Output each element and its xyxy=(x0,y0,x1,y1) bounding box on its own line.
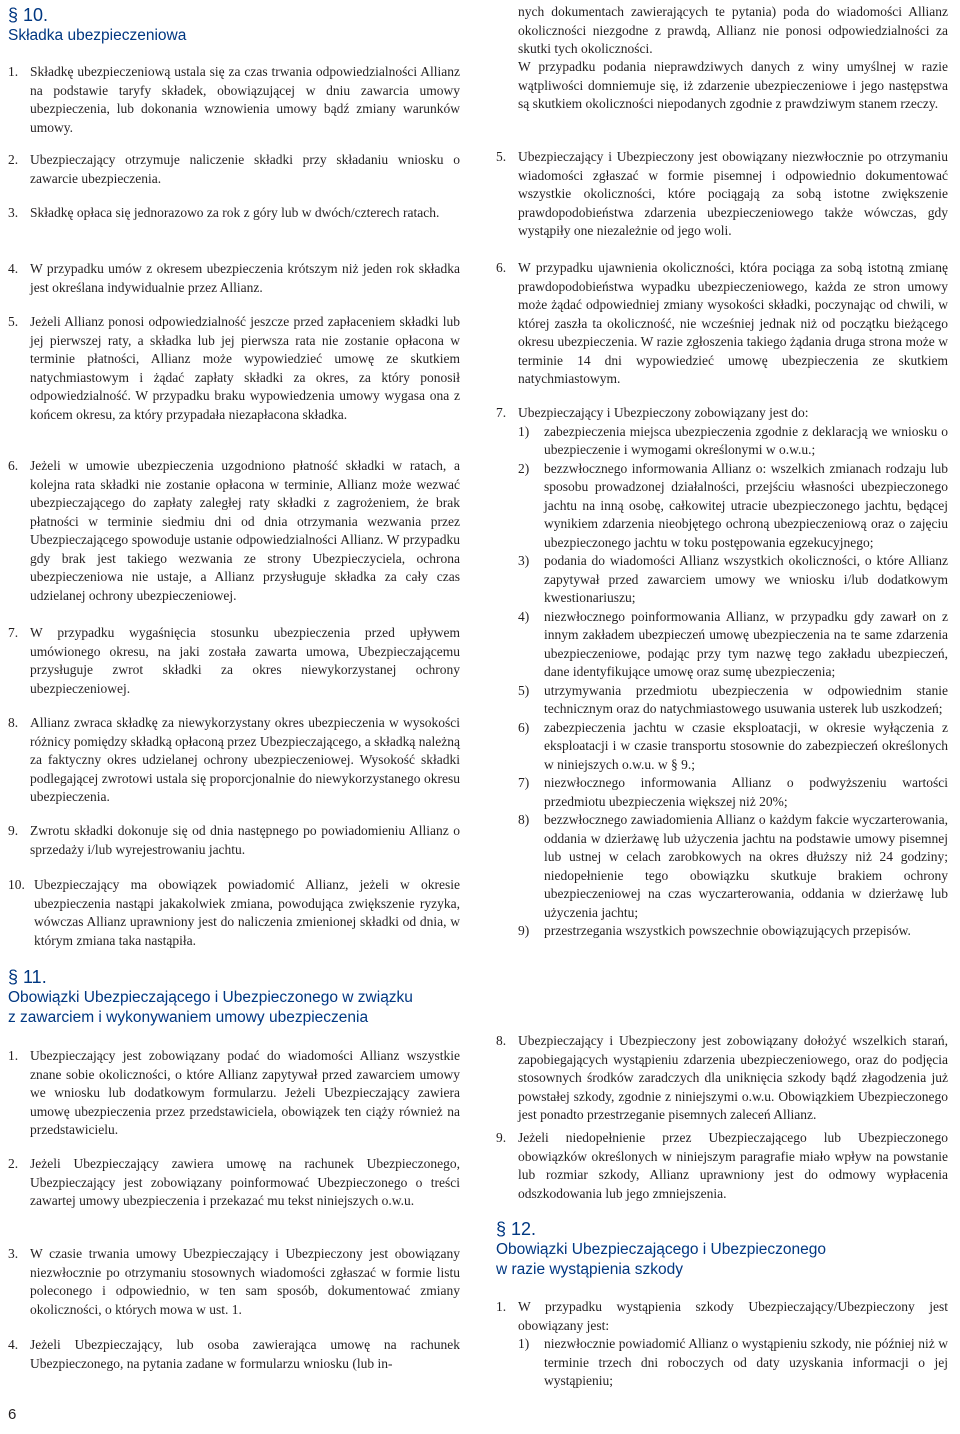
item-text: Jeżeli Ubezpieczający zawiera umowę na rachunek Ubezpieczonego, Ubezpieczający jest zobowiązany poinformować Ubezpieczonego o treści zawartej umowy ubezpieczenia i przekazać mu tekst niniejszych o.w.u. xyxy=(30,1156,460,1208)
section-12-title-line-2: w razie wystąpienia szkody xyxy=(496,1261,683,1278)
item-text: Ubezpieczający i Ubezpieczony jest zobowiązany dołożyć wszelkich starań, zapobiegających wystąpieniu zdarzenia ubezpieczeniowego, oraz do podjęcia stosownych środków zaradczych dla uniknięcia szkody bądź złagodzenia już powstałej szkody, zgodnie z niniejszymi o.w.u. Obowiązkiem Ubezpieczonego jest ponadto przestrzeganie pisemnych zaleceń Allianz. xyxy=(518,1033,948,1122)
item-text: W przypadku wygaśnięcia stosunku ubezpieczenia przed upływem umówionego okresu, na jaki została zawarta umowa, Ubezpieczającemu przysługuje zwrot składki za okres niewykorzystanej ochrony ubezpieczeniowej. xyxy=(30,625,460,696)
r-item-6 xyxy=(496,259,948,389)
item-number: 9. xyxy=(8,823,19,838)
item-number: 7. xyxy=(496,405,507,420)
item-text: Jeżeli Allianz ponosi odpowiedzialność jeszcze przed zapłaceniem składki lub jej pierwszej raty, a składka lub jej pierwsza rata nie zostanie opłacona w terminie płatności, Allianz może wypowiedzieć umowę ze skutkiem natychmiastowym i żądać zapłaty składki za okres, za który ponosił odpowiedzialność. W przypadku braku wypowiedzenia umowy wygasa ona z końcem okresu, za który przypadała niezapłacona składka. xyxy=(30,314,460,422)
r-item-7-sub-5 xyxy=(518,682,948,719)
s12-item-1-lead xyxy=(496,1298,948,1335)
item-text: Ubezpieczający jest zobowiązany podać do wiadomości Allianz wszystkie znane sobie okoliczności, o które Allianz zapytywał przed zawarciem umowy we wniosku lub dodatkowym formularzu. Jeżeli Ubezpieczający zawiera umowę ubezpieczenia przez przedstawiciela, obowiązek ten ciąży również na przedstawicielu. xyxy=(30,1048,460,1137)
subitem-text: zabezpieczenia jachtu w czasie eksploatacji, w okresie wyłączenia z eksploatacji i w czasie transportu stosownie do zabezpieczeń określonych w niniejszych o.w.u. w § 9.; xyxy=(544,719,948,772)
s12-item-1 xyxy=(496,1298,948,1391)
section-12-title-line-1: Obowiązki Ubezpieczającego i Ubezpieczonego xyxy=(496,1241,826,1258)
r-item-7-subitems xyxy=(496,423,948,941)
item-number: 10. xyxy=(8,877,25,892)
r-item-7-sub-6 xyxy=(518,719,948,775)
subitem-text: bezzwłocznego zawiadomienia Allianz o każdym fakcie wyczarterowania, oddania w dzierżawę lub użyczenia jachtu na podstawie umowy pisemnej lub ustnej w celach zarobkowych na okres dłuższy niż 24 godziny; niedopełnienie tego obowiązku skutkuje brakiem ochrony ubezpieczeniowej na czas wyczarterowania, oddania w dzierżawę lub użyczenia jachtu; xyxy=(544,812,948,920)
continuation-paragraph-2: W przypadku podania nieprawdziwych danych z winy umyślnej w razie wątpliwości domniemuje się, iż zdarzenie ubezpieczeniowe i jego następstwa są skutkiem okoliczności niepodanych zgodnie z prawdziwym stanem rzeczy. xyxy=(518,59,948,111)
s10-item-8 xyxy=(8,714,460,807)
item-number: 6. xyxy=(8,458,19,473)
subitem-number: 9) xyxy=(518,923,530,938)
item-text: Składkę opłaca się jednorazowo za rok z góry lub w dwóch/czterech ratach. xyxy=(30,205,440,220)
subitem-text: utrzymywania przedmiotu ubezpieczenia w odpowiednim stanie technicznym oraz do natychmiastowego usuwania usterek lub uszkodzeń; xyxy=(544,682,948,716)
r-item-7-sub-9 xyxy=(518,922,948,941)
r-item-5 xyxy=(496,148,948,241)
section-11-title-line-1: Obowiązki Ubezpieczającego i Ubezpieczonego w związku xyxy=(8,989,413,1006)
subitem-text: niezwłocznego poinformowania Allianz, w przypadku gdy zawarł on z innym zakładem ubezpieczeń umowę ubezpieczenia na te same zdarzenia ubezpieczeniowe, podając przy tym nazwę tego zakładu ubezpieczeń, dane identyfikujące umowę oraz sumę ubezpieczenia; xyxy=(544,608,948,679)
subitem-number: 2) xyxy=(518,460,530,476)
item-number: 8. xyxy=(8,715,19,730)
s10-item-1 xyxy=(8,63,460,137)
item-text: Ubezpieczający otrzymuje naliczenie składki przy składaniu wniosku o zawarcie ubezpieczenia. xyxy=(30,152,460,186)
s12-item-1-sub-1 xyxy=(518,1335,948,1391)
s11-item-2 xyxy=(8,1155,460,1211)
s10-item-9 xyxy=(8,822,460,859)
item-number: 3. xyxy=(8,1246,19,1261)
subitem-text: przestrzegania wszystkich powszechnie obowiązujących przepisów. xyxy=(544,923,911,938)
r-item-7-sub-7 xyxy=(518,774,948,811)
item-number: 4. xyxy=(8,261,19,276)
item-number: 1. xyxy=(8,64,19,79)
r-item-9 xyxy=(496,1129,948,1203)
subitem-text: zabezpieczenia miejsca ubezpieczenia zgodnie z deklaracją we wniosku o ubezpieczenie i wymogami określonymi w o.w.u.; xyxy=(544,423,948,457)
subitem-number: 3) xyxy=(518,553,530,568)
item-text: Jeżeli niedopełnienie przez Ubezpieczającego lub Ubezpieczonego obowiązków określonych w niniejszym paragrafie miało wpływ na powstanie lub rozmiar szkody, Allianz uprawniony jest do odmowy wypłacenia odszkodowania lub jego zmniejszenia. xyxy=(518,1130,948,1201)
s12-item-1-subitems xyxy=(496,1335,948,1391)
subitem-number: 8) xyxy=(518,812,530,827)
s11-item-3 xyxy=(8,1245,460,1319)
item-number: 3. xyxy=(8,205,19,220)
continuation-paragraph-1: nych dokumentach zawierających te pytania) poda do wiadomości Allianz okoliczności niezgodne z prawdą, Allianz nie ponosi odpowiedzialności za skutki tych okoliczności. xyxy=(518,4,948,56)
s11-item-1 xyxy=(8,1047,460,1140)
item-number: 8. xyxy=(496,1033,507,1048)
item-text: Allianz zwraca składkę za niewykorzystany okres ubezpieczenia w wysokości różnicy pomiędzy składką opłaconą przez Ubezpieczającego, a składką należną za faktyczny okres udzielanej ochrony ubezpieczeniowej. Wysokość składki podlegającej zwrotowi ustala się proporcjonalnie do niewykorzystanego okresu ubezpieczenia. xyxy=(30,715,460,804)
subitem-text: niezwłocznie powiadomić Allianz o wystąpieniu szkody, nie później niż w terminie trzech dni roboczych od daty uzyskania informacji o jej wystąpieniu; xyxy=(544,1336,948,1388)
section-11-heading xyxy=(8,966,460,1028)
r-item-7-lead xyxy=(496,404,948,423)
item-number: 6. xyxy=(496,260,507,275)
item-number: 7. xyxy=(8,625,19,640)
item-text: Zwrotu składki dokonuje się od dnia następnego po powiadomieniu Allianz o sprzedaży i/lub wyrejestrowaniu jachtu. xyxy=(30,823,460,857)
item-text: Ubezpieczający i Ubezpieczony jest obowiązany niezwłocznie po otrzymaniu wiadomości zgłaszać w formie pisemnej i odpowiednio dokumentować wszystkie okoliczności, które pociągają za sobą istotne zwiększenie prawdopodobieństwa zdarzenia ubezpieczeniowego także wówczas, gdy wystąpiły one niezależnie od jego woli. xyxy=(518,149,948,238)
subitem-text: niezwłocznego informowania Allianz o podwyższeniu wartości przedmiotu ubezpieczenia większej niż 20%; xyxy=(544,775,948,809)
r-item-8 xyxy=(496,1032,948,1125)
item-text: W przypadku ujawnienia okoliczności, która pociąga za sobą istotną zmianę prawdopodobieństwa wypadku ubezpieczeniowego, każda ze stron umowy może żądać odpowiedniej zmiany wysokości składki, poczynając od chwili, w której zaszła ta okoliczność, nie wcześniej jednak niż od początku bieżącego okresu ubezpieczenia. W razie zgłoszenia takiego żądania druga strona może w terminie 14 dni wypowiedzieć umowę ubezpieczenia ze skutkiem natychmiastowym. xyxy=(518,260,948,386)
item-number: 9. xyxy=(496,1130,507,1145)
item-number: 1. xyxy=(496,1299,507,1314)
s10-item-6 xyxy=(8,457,460,605)
r-item-7-sub-8 xyxy=(518,811,948,922)
subitem-number: 7) xyxy=(518,775,530,790)
section-11-sign: § 11. xyxy=(8,967,47,987)
item-number: 4. xyxy=(8,1337,19,1352)
item-text: Ubezpieczający i Ubezpieczony zobowiązany jest do: xyxy=(518,405,809,420)
section-10-heading xyxy=(8,4,186,46)
s10-item-2 xyxy=(8,151,460,188)
item-text: Składkę ubezpieczeniową ustala się za czas trwania odpowiedzialności Allianz na podstawie taryfy składek, obowiązującej w dniu zawarcia umowy ubezpieczenia, lub dokonania wznowienia umowy bądź zmiany warunków umowy. xyxy=(30,64,460,135)
item-number: 5. xyxy=(496,149,507,164)
subitem-text: bezzwłocznego informowania Allianz o: wszelkich zmianach rodzaju lub sposobu prowadzonej działalności, przejściu własności ubezpieczonego jachtu na inną osobę, całkowitej utracie ubezpieczonego jachtu, będącej wynikiem zdarzenia nieobjętego ochroną ubezpieczeniową oraz o zajęciu ubezpieczonego jachtu w toku postępowania egzekucyjnego; xyxy=(544,460,948,550)
section-12-sign: § 12. xyxy=(496,1219,537,1239)
r-item-7-sub-2 xyxy=(518,460,948,553)
item-text: W czasie trwania umowy Ubezpieczający i Ubezpieczony jest obowiązany niezwłocznie po otrzymaniu stosownych wiadomości zgłaszać w formie listu poleconego i odpowiednio, w ten sam sposób, dokumentować zmiany okoliczności, o których mowa w ust. 1. xyxy=(30,1246,460,1317)
page-number: 6 xyxy=(8,1406,17,1423)
item-number: 2. xyxy=(8,152,19,167)
s10-item-10 xyxy=(8,876,460,950)
item-text: Ubezpieczający ma obowiązek powiadomić Allianz, jeżeli w okresie ubezpieczenia nastąpi jakakolwiek zmiana, powodująca zwiększenie ryzyka, wówczas Allianz uprawniony jest do naliczenia zmienionej składki od dnia, w którym zmiana taka nastąpiła. xyxy=(34,877,460,948)
item-text: W przypadku wystąpienia szkody Ubezpieczający/Ubezpieczony jest obowiązany jest: xyxy=(518,1299,948,1333)
s11-item-4 xyxy=(8,1336,460,1373)
r-item-7-sub-4 xyxy=(518,608,948,682)
r-item-7 xyxy=(496,404,948,941)
section-12-heading xyxy=(496,1218,948,1280)
subitem-text: podania do wiadomości Allianz wszystkich okoliczności, o które Allianz zapytywał przed zawarciem umowy we wniosku i/lub dodatkowym kwestionariuszu; xyxy=(544,553,948,605)
r-item-7-sub-3 xyxy=(518,552,948,608)
r-item-7-sub-1 xyxy=(518,423,948,460)
item-text: W przypadku umów z okresem ubezpieczenia krótszym niż jeden rok składka jest określana indywidualnie przez Allianz. xyxy=(30,261,460,295)
s10-item-3 xyxy=(8,204,460,223)
section-11-title-line-2: z zawarciem i wykonywaniem umowy ubezpieczenia xyxy=(8,1009,369,1026)
s10-item-7 xyxy=(8,624,460,698)
subitem-number: 1) xyxy=(518,1336,530,1351)
item-number: 5. xyxy=(8,314,19,329)
item-number: 1. xyxy=(8,1048,19,1063)
section-10-title: Składka ubezpieczeniowa xyxy=(8,27,187,44)
item-text: Jeżeli Ubezpieczający, lub osoba zawierająca umowę na rachunek Ubezpieczonego, na pytania zadane w formularzu wniosku (lub in- xyxy=(30,1337,460,1371)
s10-item-5 xyxy=(8,313,460,424)
subitem-number: 1) xyxy=(518,423,530,439)
subitem-number: 4) xyxy=(518,608,530,624)
section-10-sign: § 10. xyxy=(8,5,49,25)
subitem-number: 6) xyxy=(518,719,530,735)
s10-item-4 xyxy=(8,260,460,297)
item-text: Jeżeli w umowie ubezpieczenia uzgodniono płatność składki w ratach, a kolejna rata składki nie zostanie opłacona w terminie, Allianz może wezwać ubezpieczającego do zapłaty zaległej raty składki z zagrożeniem, że brak płatności w terminie siedmiu dni od dnia otrzymania wezwania przez Ubezpieczającego spowoduje ustanie odpowiedzialności Allianz. W przypadku gdy brak jest takiego wezwania ze strony Ubezpieczyciela, ochrona ubezpieczeniowa nie ustaje, a Allianz przysługuje składka za cały czas udzielanej ochrony ubezpieczeniowej. xyxy=(30,458,460,603)
subitem-number: 5) xyxy=(518,682,530,698)
item-number: 2. xyxy=(8,1156,19,1171)
